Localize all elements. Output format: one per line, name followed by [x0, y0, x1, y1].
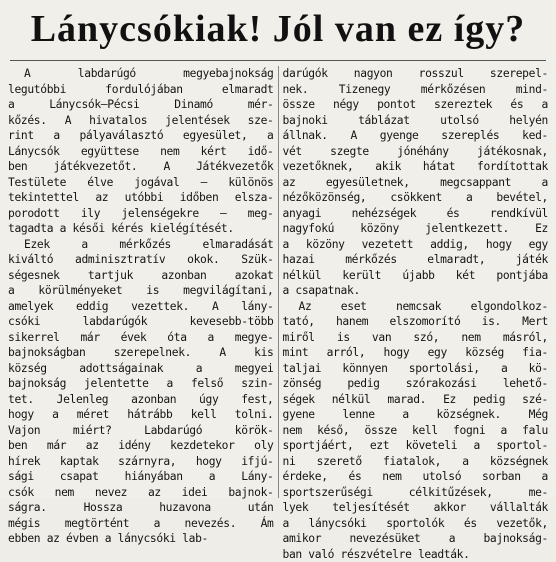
article-line: sportjáért, ezt követeli a sportol- [283, 438, 549, 454]
article-line: ebben az évben a lánycsóki lab- [8, 531, 274, 547]
article-line: a lánycsóki sportolók és vezetők, [283, 516, 549, 532]
article-line: anyagi nehézségek és rendkívül [283, 206, 549, 222]
article-line: zönség pedig szórakozási lehető- [283, 376, 549, 392]
article-line: a Lánycsók—Pécsi Dinamó mér- [8, 97, 274, 113]
article-body [6, 66, 552, 498]
article-line: miről is van szó, nem másról, [283, 330, 549, 346]
article-line: állnak. A gyenge szereplés ked- [283, 128, 549, 144]
article-line: kiváltó adminisztratív okok. Szük- [8, 252, 274, 268]
article-line: mint arról, hogy egy község fia- [283, 345, 549, 361]
article-line: amelyek eddig vezettek. A lány- [8, 299, 274, 315]
article-line: ben már az idény kezdetekor oly [8, 438, 274, 454]
article-line: vezetőknek, akik hátat fordítottak [283, 159, 549, 175]
article-line: hogy a méret hátrább kell tolni. [8, 407, 274, 423]
article-line: az egyesületnek, megcsappant a [283, 175, 549, 191]
article-line: gyene lenne a községnek. Még [283, 407, 549, 423]
article-line: Az eset nemcsak elgondolkoz- [283, 299, 549, 315]
article-line: tagadta a késői kérés kielégítését. [8, 221, 274, 237]
article-line: nek. Tizenegy mérkőzésen mind- [283, 82, 549, 98]
article-line: nézőközönség, csökkent a bevétel, [283, 190, 549, 206]
article-line: nem késő, össze kell fogni a falu [283, 423, 549, 439]
article-line: sági csapat hiányában a Lány- [8, 469, 274, 485]
article-line: bajnoki táblázat utolsó helyén [283, 113, 549, 129]
article-line: taljai könnyen sportolási, a kö- [283, 361, 549, 377]
article-line: hazai mérkőzés elmaradt, játék [283, 252, 549, 268]
headline: Lánycsókiak! Jól van ez így? [4, 6, 552, 56]
article-line: hírek kaptak szárnyra, hogy ifjú- [8, 454, 274, 470]
article-line: porodott ily jelenségekre — meg- [8, 206, 274, 222]
article-line: Ezek a mérkőzés elmaradását [8, 237, 274, 253]
article-line: bajnokságban szerepelnek. A kis [8, 345, 274, 361]
article-line: össze négy pontot szereztek és a [283, 97, 549, 113]
article-line: a csapatnak. [283, 283, 549, 299]
article-line: nagyfokú közöny jelentkezett. Ez [283, 221, 549, 237]
article-column-right [279, 66, 553, 498]
article-line: A labdarúgó megyebajnokság [8, 66, 274, 82]
article-line: ségesnek tartjuk azonban azokat [8, 268, 274, 284]
article-line: érdeke, és nem utolsó sorban a [283, 469, 549, 485]
article-line: legutóbbi fordulójában elmaradt [8, 82, 274, 98]
article-line: tekintettel az utóbbi időben elsza- [8, 190, 274, 206]
article-line: község adottságainak a megyei [8, 361, 274, 377]
article-line: amikor nevezésüket a bajnokság- [283, 531, 549, 547]
article-line: ségek nélkül marad. Ez pedig szé- [283, 392, 549, 408]
article-line: Testülete élve jogával — különös [8, 175, 274, 191]
article-column-left [6, 66, 279, 498]
article-line: Lánycsók együttese nem kért idő- [8, 144, 274, 160]
article-line: tet. Jelenleg azonban úgy fest, [8, 392, 274, 408]
article-line: a közöny vezetett addig, hogy egy [283, 237, 549, 253]
article-line: nélkül került újabb két pontjába [283, 268, 549, 284]
article-line: sportszerűségi célkitűzések, me- [283, 485, 549, 501]
headline-rule [10, 60, 546, 61]
article-line: ben játékvezetőt. A Játékvezetők [8, 159, 274, 175]
article-line: bajnokság jelentette a felső szin- [8, 376, 274, 392]
article-line: Vajon miért? Labdarúgó körök- [8, 423, 274, 439]
article-line: mégis megtörtént a nevezés. Ám [8, 516, 274, 532]
article-line: csóki labdarúgók kevesebb-több [8, 314, 274, 330]
article-line: vét szegte jónéhány játékosnak, [283, 144, 549, 160]
article-line: kőzés. A hivatalos jelentések sze- [8, 113, 274, 129]
article-line: a körülményeket is megvilágítani, [8, 283, 274, 299]
article-line: darúgók nagyon rosszul szerepel- [283, 66, 549, 82]
article-line: ságra. Hossza huzavona után [8, 500, 274, 516]
article-line: sikerrel már évek óta a megye- [8, 330, 274, 346]
article-line: ni szerető fiatalok, a községnek [283, 454, 549, 470]
article-line: tató, hanem elszomorító is. Mert [283, 314, 549, 330]
article-line: csók nem nevez az idei bajnok- [8, 485, 274, 501]
article-line: ban való részvételre leadták. [283, 547, 549, 562]
article-line: rint a pályaválasztó egyesület, a [8, 128, 274, 144]
article-line: lyek teljesítését akkor vállalták [283, 500, 549, 516]
